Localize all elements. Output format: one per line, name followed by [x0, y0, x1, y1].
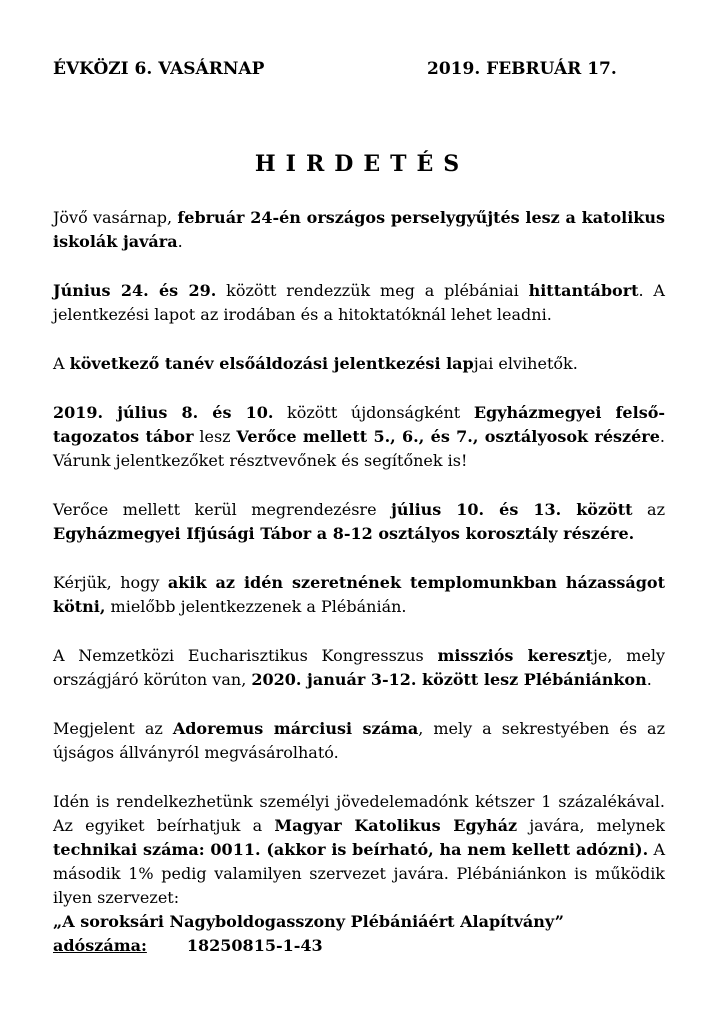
highlight: július 10. és 13. között — [391, 500, 633, 519]
announcement-youth-camp — [53, 498, 665, 546]
highlight: hittantábort — [528, 281, 639, 300]
text: Jövő vasárnap, — [53, 208, 178, 227]
text: az — [632, 500, 665, 519]
highlight: Adoremus márciusi száma — [172, 719, 419, 738]
text: mielőbb jelentkezzenek a Plébánián. — [105, 597, 407, 616]
highlight: missziós kereszt — [437, 646, 593, 665]
text: . A jelentkezési lapot az irodában és a hitoktatóknál lehet leadni. — [53, 281, 665, 324]
foundation-tax-line — [53, 934, 665, 958]
announcements-body — [53, 206, 665, 958]
highlight: akik az idén szeretnének templomunkban házasságot kötni, — [53, 573, 665, 616]
text: lesz — [193, 427, 237, 446]
date: 2019. FEBRUÁR 17. — [427, 59, 617, 79]
highlight: 2020. január 3-12. között lesz Plébániánkon — [251, 670, 647, 689]
text: A második 1% pedig valamilyen szervezet javára. Plébániánkon is működik ilyen szervezet: — [53, 840, 665, 907]
text: Idén is rendelkezhetünk személyi jövedelemadónk kétszer 1 százalékával. Az egyiket beírhatjuk a — [53, 792, 665, 835]
highlight: technikai száma: 0011. (akkor is beírható, ha nem kellett adózni). — [53, 840, 649, 859]
page-header — [53, 57, 633, 85]
text: között rendezzük meg a plébániai — [216, 281, 529, 300]
highlight: Egyházmegyei felső-tagozatos tábor — [53, 403, 666, 446]
text: között újdonságként — [273, 403, 474, 422]
text: , mely a sekrestyében és az újságos állványról megvásárolható. — [53, 719, 666, 762]
text: Megjelent az — [53, 719, 173, 738]
highlight: következő tanév elsőáldozási jelentkezési lap — [69, 354, 474, 373]
announcement-catechism-camp — [53, 279, 665, 327]
text: jai elvihetők. — [473, 354, 578, 373]
text: . Várunk jelentkezőket résztvevőnek és segítőnek is! — [53, 427, 665, 470]
highlight: február 24-én országos perselygyűjtés lesz a katolikus iskolák javára — [53, 208, 665, 251]
announcement-mission-cross — [53, 644, 665, 692]
announcement-adoremus — [53, 717, 665, 765]
text: A Nemzetközi Eucharisztikus Kongresszus — [53, 646, 438, 665]
highlight: Június 24. és 29. — [53, 281, 217, 300]
announcement-tax-donation — [53, 790, 665, 910]
tax-label: adószáma: — [53, 936, 147, 955]
announcement-collection — [53, 206, 665, 254]
page-title: HIRDETÉS — [254, 151, 470, 177]
text: javára, melynek — [517, 816, 665, 835]
announcement-first-communion — [53, 352, 665, 376]
announcement-marriage — [53, 571, 665, 619]
foundation-name: „A soroksári Nagyboldogasszony Plébániáért Alapítvány” — [53, 912, 564, 931]
liturgical-day: ÉVKÖZI 6. VASÁRNAP — [53, 59, 265, 79]
highlight: Verőce mellett 5., 6., és 7., osztályosok részére — [236, 427, 660, 446]
tax-number: 18250815-1-43 — [186, 936, 323, 955]
text: . — [177, 232, 183, 251]
text: je, mely országjáró körúton van, — [53, 646, 666, 689]
text: A — [53, 354, 70, 373]
announcement-diocesan-camp — [53, 401, 665, 473]
text: Verőce mellett kerül megrendezésre — [53, 500, 392, 519]
highlight: Egyházmegyei Ifjúsági Tábor a 8-12 osztályos korosztály részére. — [53, 524, 635, 543]
highlight: 2019. július 8. és 10. — [53, 403, 274, 422]
text: . — [646, 670, 652, 689]
text: Kérjük, hogy — [53, 573, 168, 592]
highlight: Magyar Katolikus Egyház — [274, 816, 518, 835]
